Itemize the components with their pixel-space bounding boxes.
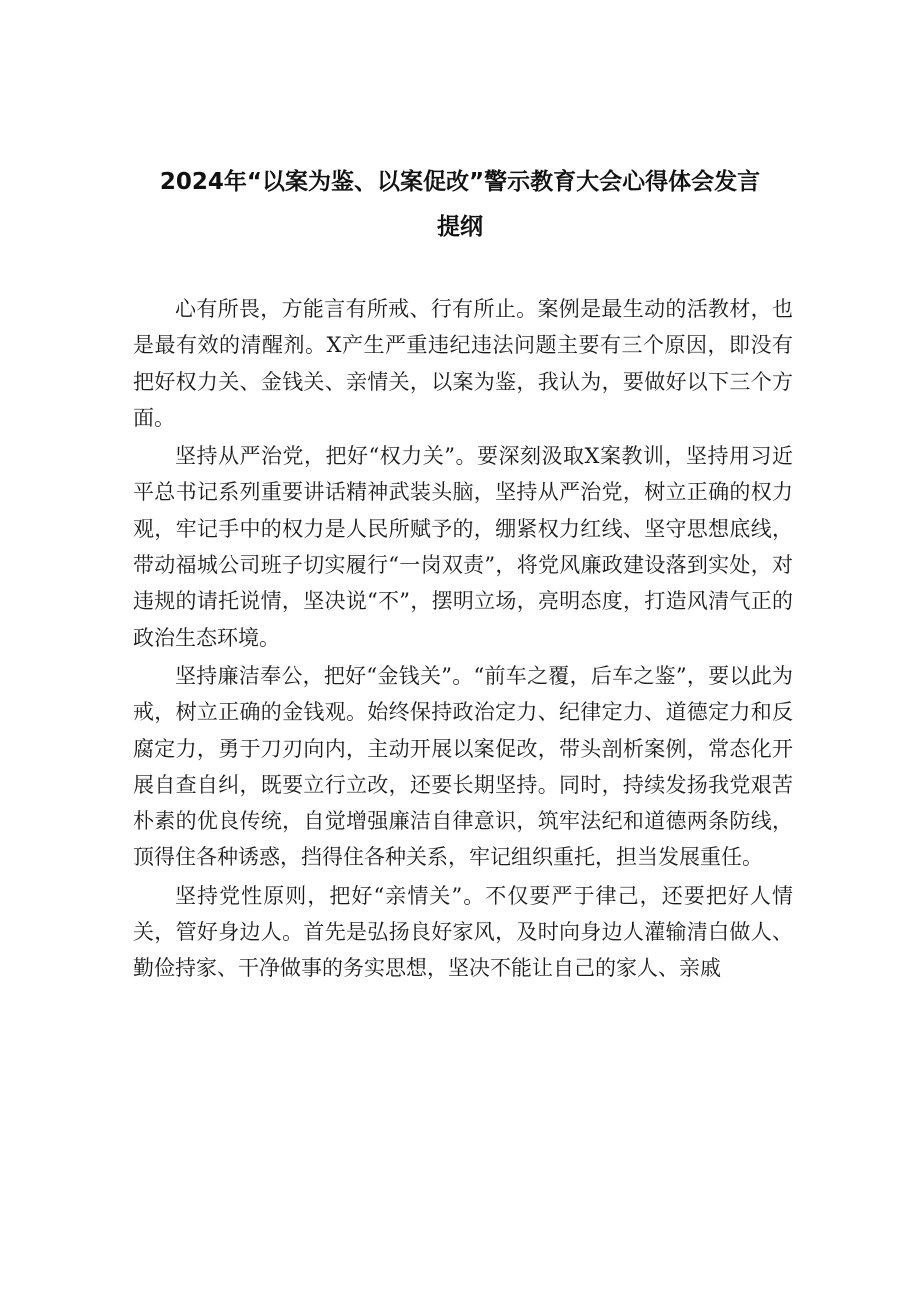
title-line-2: 提纲 [437,214,483,240]
paragraph-intro: 心有所畏，方能言有所戒、行有所止。案例是最生动的活教材，也是最有效的清醒剂。X产生严重违纪违法问题主要有三个原因，即没有把好权力关、金钱关、亲情关，以案为鉴，我认为，要做好以下三个方面。 [133,297,793,430]
paragraph-power: 坚持从严治党，把好“权力关”。要深刻汲取X案教训，坚持用习近平总书记系列重要讲话精神武装头脑，坚持从严治党，树立正确的权力观，牢记手中的权力是人民所赋予的，绷紧权力红线、坚守思想底线，带动福城公司班子切实履行“一岗双责”，将党风廉政建设落到实处，对违规的请托说情，坚决说“不”，摆明立场，亮明态度，打造风清气正的政治生态环境。 [133,444,793,650]
document-title [120,160,800,250]
paragraph-money: 坚持廉洁奉公，把好“金钱关”。“前车之覆，后车之鉴”，要以此为戒，树立正确的金钱观。始终保持政治定力、纪律定力、道德定力和反腐定力，勇于刀刃向内，主动开展以案促改，带头剖析案例，常态化开展自查自纠，既要立行立改，还要长期坚持。同时，持续发扬我党艰苦朴素的优良传统，自觉增强廉洁自律意识，筑牢法纪和道德两条防线，顶得住各种诱惑，挡得住各种关系，牢记组织重托，担当发展重任。 [133,663,793,870]
document-body [133,291,793,987]
paragraph-family: 坚持党性原则，把好“亲情关”。不仅要严于律己，还要把好人情关，管好身边人。首先是弘扬良好家风，及时向身边人灌输清白做人、勤俭持家、干净做事的务实思想，坚决不能让自己的家人、亲戚 [133,883,793,981]
title-line-1: 2024年“以案为鉴、以案促改”警示教育大会心得体会发言 [159,169,761,195]
